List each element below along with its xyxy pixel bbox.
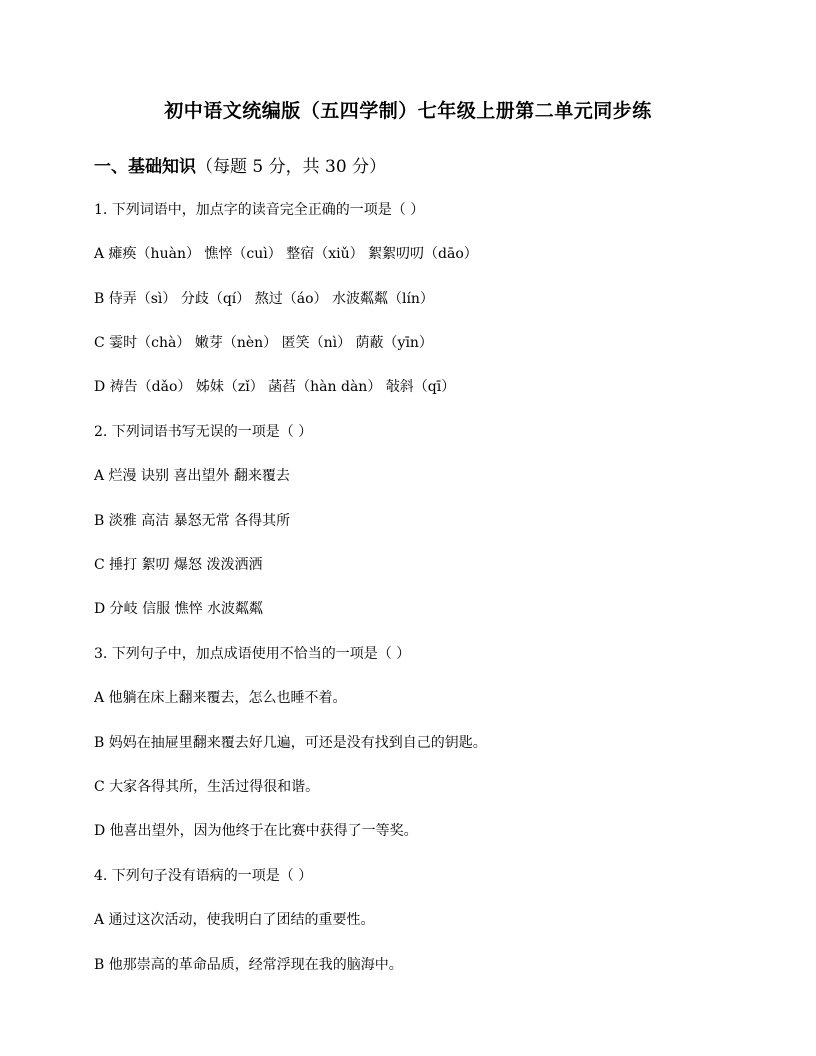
question-2-option-c: C 捶打 絮叨 爆怒 泼泼洒洒 xyxy=(94,557,263,573)
question-1-stem: 1. 下列词语中，加点字的读音完全正确的一项是（ ） xyxy=(94,202,425,218)
question-3-option-c: C 大家各得其所，生活过得很和谐。 xyxy=(94,779,320,795)
question-4-option-b: B 他那崇高的革命品质，经常浮现在我的脑海中。 xyxy=(94,957,403,973)
question-3-stem: 3. 下列句子中，加点成语使用不恰当的一项是（ ） xyxy=(94,646,411,662)
question-2-option-b: B 淡雅 高洁 暴怒无常 各得其所 xyxy=(94,513,291,529)
question-4-stem: 4. 下列句子没有语病的一项是（ ） xyxy=(94,868,313,884)
question-3-option-b: B 妈妈在抽屉里翻来覆去好几遍，可还是没有找到自己的钥匙。 xyxy=(94,735,487,751)
section-heading-note: （每题 5 分，共 30 分） xyxy=(196,157,387,177)
question-1-option-b: B 侍弄（sì） 分歧（qí） 熬过（áo） 水波粼粼（lín） xyxy=(94,291,434,307)
question-1-option-a: A 瘫痪（huàn） 憔悴（cuì） 整宿（xiǔ） 絮絮叨叨（dāo） xyxy=(94,246,478,262)
question-3-option-a: A 他躺在床上翻来覆去，怎么也睡不着。 xyxy=(94,690,347,706)
page-title: 初中语文统编版（五四学制）七年级上册第二单元同步练 xyxy=(164,100,652,122)
question-2-option-d: D 分岐 信服 憔悴 水波粼粼 xyxy=(94,601,264,617)
question-1-option-c: C 霎时（chà） 嫩芽（nèn） 匿笑（nì） 荫蔽（yīn） xyxy=(94,335,433,351)
question-3-option-d: D 他喜出望外，因为他终于在比赛中获得了一等奖。 xyxy=(94,823,418,839)
question-2-option-a: A 烂漫 诀别 喜出望外 翻来覆去 xyxy=(94,468,290,484)
question-2-stem: 2. 下列词语书写无误的一项是（ ） xyxy=(94,424,313,440)
section-heading-label: 一、基础知识 xyxy=(94,157,196,177)
question-4-option-a: A 通过这次活动，使我明白了团结的重要性。 xyxy=(94,912,375,928)
section-heading xyxy=(94,152,386,177)
question-1-option-d: D 祷告（dǎo） 姊妹（zǐ） 菡萏（hàn dàn） 敧斜（qī） xyxy=(94,379,456,395)
